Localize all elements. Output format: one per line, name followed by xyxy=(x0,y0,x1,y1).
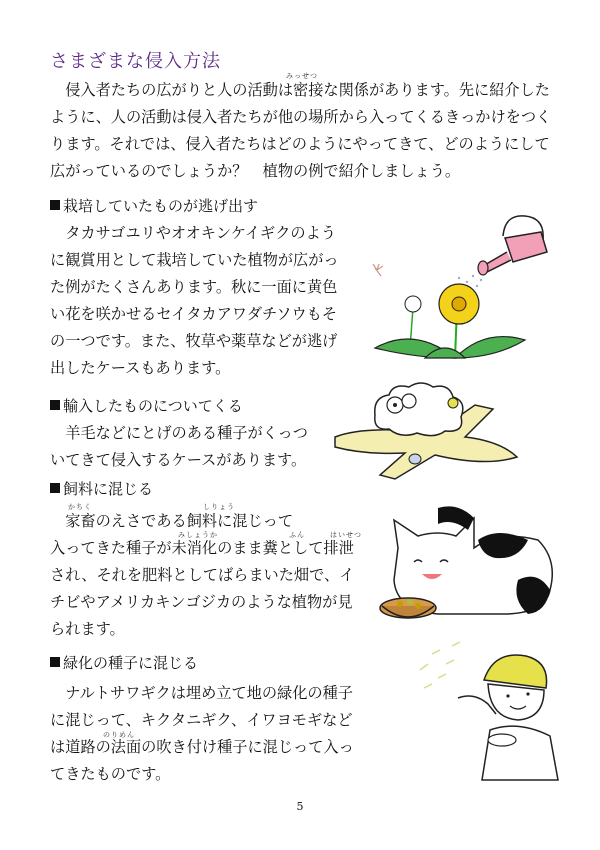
intro-line: ります。それでは、侵入者たちはどのようにやってきて、どのようにして xyxy=(50,135,550,153)
text-line: 出したケースもあります。 xyxy=(50,359,231,377)
heading-text: 栽培していたものが逃げ出す xyxy=(63,197,259,215)
heading-text: 輸入したものについてくる xyxy=(63,397,243,415)
page-number: 5 xyxy=(296,800,304,813)
heading-text: 飼料に混じる xyxy=(63,480,154,498)
heading-cultivated-escape xyxy=(50,195,258,216)
text-line: ナルトサワギクは埋め立て地の緑化の種子 xyxy=(50,684,353,702)
text-line: い花を咲かせるセイタカアワダチソウもそ xyxy=(50,305,338,323)
text-line: は道路の法面の吹き付け種子に混じって入っ xyxy=(50,738,354,756)
text-line: され、それを肥料としてばらまいた畑で、イ xyxy=(50,566,355,584)
paragraph-feed xyxy=(50,508,354,643)
intro-paragraph xyxy=(50,77,560,185)
text-line: に混じって、キクタニギク、イワヨモギなど xyxy=(50,711,353,729)
ruby-haisetsu: はいせつ xyxy=(330,531,362,539)
ruby-mitsusetsu: みっせつ xyxy=(286,72,318,80)
text-line: 羊毛などにとげのある種子がくっつ xyxy=(50,424,308,442)
paragraph-cultivated xyxy=(50,220,339,382)
heading-text: 緑化の種子に混じる xyxy=(63,654,199,672)
square-bullet-icon xyxy=(50,400,60,410)
heading-greening-seeds xyxy=(50,652,198,673)
cow-cat-eating-illustration xyxy=(378,500,563,635)
watering-can-illustration xyxy=(478,216,547,275)
person-sowing-seeds-illustration xyxy=(418,640,563,780)
text-line: の一つです。また、牧草や薬草などが逃げ xyxy=(50,332,338,350)
sheep-on-plane-illustration xyxy=(325,375,525,485)
intro-line: ように、人の活動は侵入者たちが他の場所から入ってくるきっかけをつく xyxy=(50,108,552,126)
text-line: た例がたくさんあります。秋に一面に黄色 xyxy=(50,278,338,296)
paragraph-greening xyxy=(50,680,354,788)
text-line: チビやアメリカキンゴジカのような植物が見 xyxy=(50,593,353,611)
intro-line: 広がっているのでしょうか？ 植物の例で紹介しましょう。 xyxy=(50,162,461,180)
ruby-mishouka: みしょうか xyxy=(178,531,218,539)
text-line: タカサゴユリやオオキンケイギクのよう xyxy=(50,224,336,242)
intro-line: 侵入者たちの広がりと人の活動は密接な関係があります。先に紹介した xyxy=(50,81,550,99)
square-bullet-icon xyxy=(50,483,60,493)
section-title: さまざまな侵入方法 xyxy=(50,51,221,72)
text-line: いてきて侵入するケースがあります。 xyxy=(50,451,307,469)
ruby-fun: ふん xyxy=(289,531,305,539)
ruby-kachiku: かちく xyxy=(68,503,92,511)
ruby-shiryou: しりょう xyxy=(203,503,235,511)
text-line: 家畜のえさである飼料に混じって xyxy=(50,512,293,530)
square-bullet-icon xyxy=(50,657,60,667)
text-line: 入ってきた種子が未消化のまま糞として排泄 xyxy=(50,539,354,557)
text-line: られます。 xyxy=(50,620,125,638)
dandelion-illustration xyxy=(355,208,555,368)
text-line: に観賞用として栽培していた植物が広がっ xyxy=(50,251,339,269)
square-bullet-icon xyxy=(50,200,60,210)
heading-imports xyxy=(50,395,243,416)
heading-feed xyxy=(50,478,153,499)
paragraph-imports xyxy=(50,420,308,474)
text-line: てきたものです。 xyxy=(50,765,171,783)
ruby-norimen: のりめん xyxy=(103,731,135,739)
